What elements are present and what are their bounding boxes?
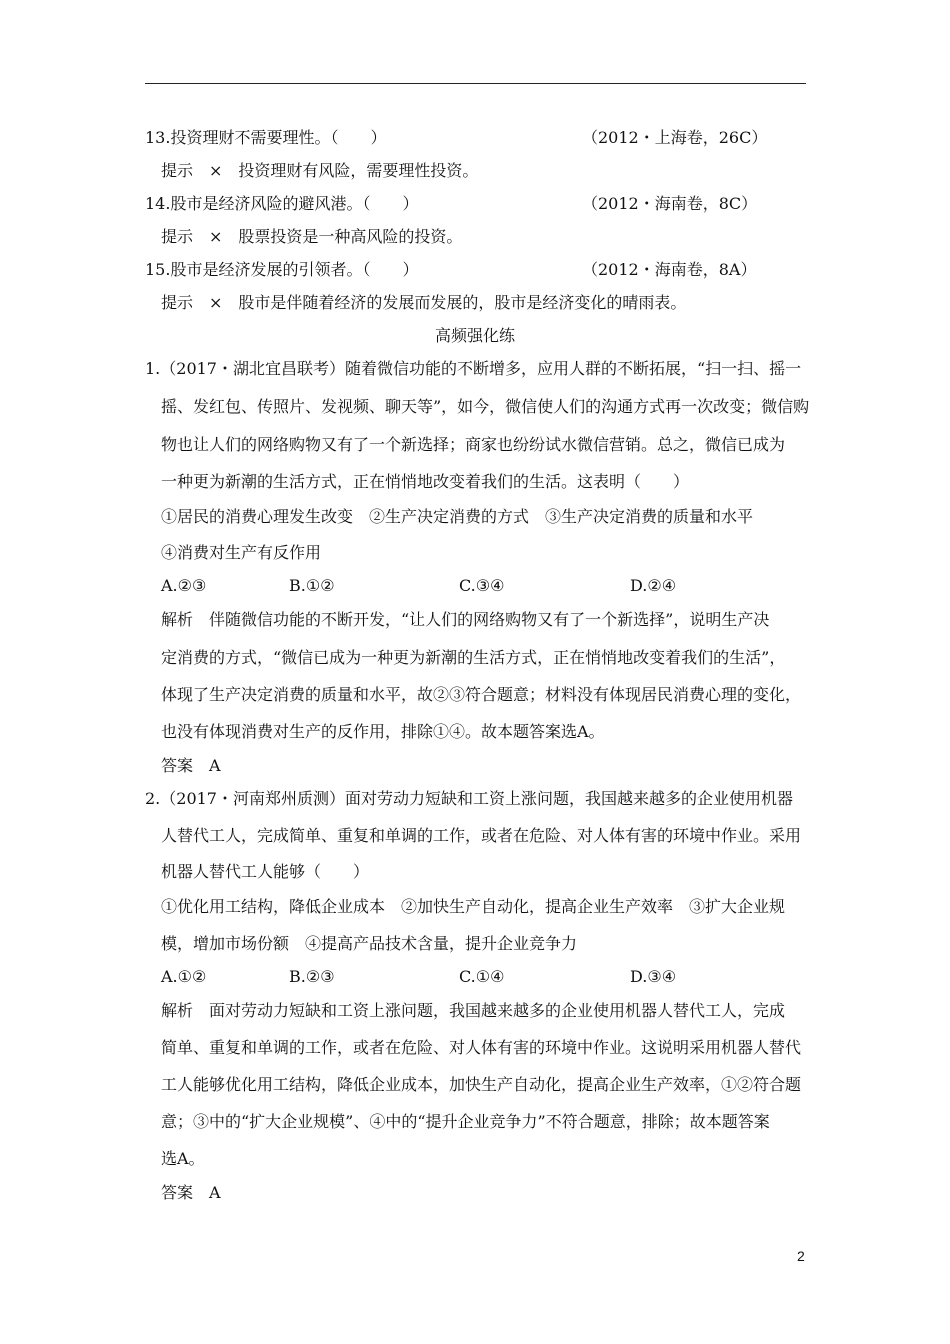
q2-analysis-line: 工人能够优化用工结构，降低企业成本，加快生产自动化，提高企业生产效率，①②符合题 [161,1075,802,1094]
q2-line: 人替代工人，完成简单、重复和单调的工作，或者在危险、对人体有害的环境中作业。采用 [161,826,802,845]
q1-answer: 答案 A [161,756,221,775]
question-15: 15.股市是经济发展的引领者。（ ） [145,260,419,279]
q2-answer: 答案 A [161,1183,221,1202]
source-15: （2012・海南卷，8A） [582,260,757,279]
q1-line: 摇、发红包、传照片、发视频、聊天等”，如今，微信使人们的沟通方式再一次改变；微信购 [161,397,810,416]
hint-13: 提示 × 投资理财有风险，需要理性投资。 [161,161,479,180]
question-13: 13.投资理财不需要理性。（ ） [145,128,387,147]
q2-option-a: A.①② [161,967,207,986]
section-title: 高频强化练 [434,326,515,345]
q2-item-line: ①优化用工结构，降低企业成本 ②加快生产自动化，提高企业生产效率 ③扩大企业规 [161,897,786,916]
q1-option-a: A.②③ [161,576,207,595]
q2-analysis-line: 意；③中的“扩大企业规模”、④中的“提升企业竞争力”不符合题意，排除；故本题答案 [161,1112,770,1131]
source-13: （2012・上海卷，26C） [582,128,768,147]
hint-14: 提示 × 股票投资是一种高风险的投资。 [161,227,463,246]
question-14: 14.股市是经济风险的避风港。（ ） [145,194,419,213]
page-number: 2 [797,1248,805,1264]
q1-item-line: ④消费对生产有反作用 [161,543,322,562]
q2-item-line: 模，增加市场份额 ④提高产品技术含量，提升企业竞争力 [161,934,578,953]
q1-item-line: ①居民的消费心理发生改变 ②生产决定消费的方式 ③生产决定消费的质量和水平 [161,507,754,526]
q2-option-c: C.①④ [459,967,505,986]
hint-15: 提示 × 股市是伴随着经济的发展而发展的，股市是经济变化的晴雨表。 [161,293,687,312]
q2-analysis-line: 解析 面对劳动力短缺和工资上涨问题，我国越来越多的企业使用机器人替代工人，完成 [161,1001,786,1020]
q2-analysis-line: 选A。 [161,1149,205,1168]
q1-analysis-line: 定消费的方式，“微信已成为一种更为新潮的生活方式，正在悄悄地改变着我们的生活”， [161,648,786,667]
q1-line: 物也让人们的网络购物又有了一个新选择；商家也纷纷试水微信营销。总之，微信已成为 [161,435,786,454]
q1-analysis-line: 也没有体现消费对生产的反作用，排除①④。故本题答案选A。 [161,722,605,741]
q1-analysis-line: 体现了生产决定消费的质量和水平，故②③符合题意；材料没有体现居民消费心理的变化， [161,685,802,704]
source-14: （2012・海南卷，8C） [582,194,758,213]
q2-line: 2.（2017・河南郑州质测）面对劳动力短缺和工资上涨问题，我国越来越多的企业使用机器 [145,789,793,808]
header-rule [145,83,806,84]
q2-option-b: B.②③ [289,967,335,986]
q2-analysis-line: 简单、重复和单调的工作，或者在危险、对人体有害的环境中作业。这说明采用机器人替代 [161,1038,802,1057]
q1-line: 一种更为新潮的生活方式，正在悄悄地改变着我们的生活。这表明（ ） [161,472,690,491]
q1-line: 1.（2017・湖北宜昌联考）随着微信功能的不断增多，应用人群的不断拓展，“扫一扫、摇一 [145,359,802,378]
q1-option-d: D.②④ [630,576,677,595]
q1-option-c: C.③④ [459,576,505,595]
q2-option-d: D.③④ [630,967,677,986]
q2-line: 机器人替代工人能够（ ） [161,862,370,881]
q1-analysis-line: 解析 伴随微信功能的不断开发，“让人们的网络购物又有了一个新选择”，说明生产决 [161,610,770,629]
q1-option-b: B.①② [289,576,335,595]
